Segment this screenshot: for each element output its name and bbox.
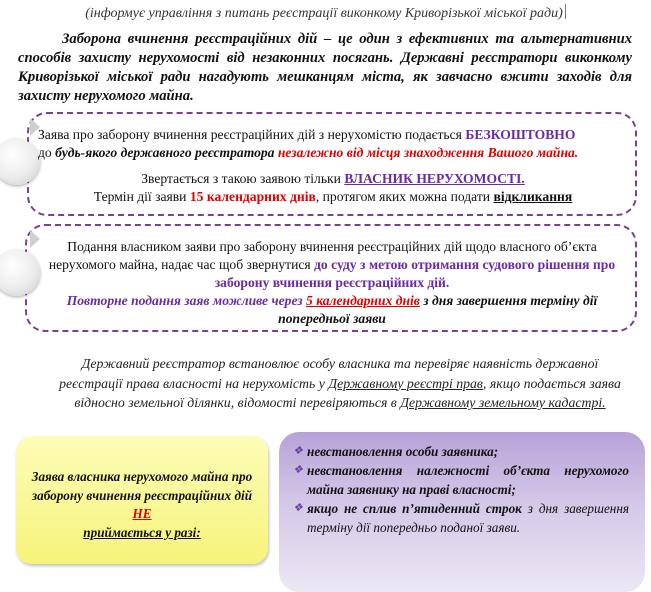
not-highlight: НЕ — [132, 506, 152, 521]
box2-paragraph1 — [48, 238, 616, 292]
refusal-conditions-title-box — [16, 436, 268, 564]
box1-text: Звертається з такою заявою тільки — [141, 171, 345, 186]
list-item-text: якщо не сплив п’ятиденний строк — [307, 501, 522, 516]
box1-text: до — [38, 145, 56, 160]
list-item-text-end: з дня завершення терміну дії попередньо поданої заяви. — [307, 501, 630, 535]
rights-registry-text: Державному реєстрі прав — [328, 375, 483, 391]
box1-text: Заява про заборону вчинення реєстраційних дій з нерухомістю подається — [38, 127, 466, 142]
text-cursor — [565, 4, 566, 19]
diamond-bullet-icon: ❖ — [293, 445, 303, 457]
box1-line3 — [38, 170, 628, 188]
land-cadastre-text: Державному земельному кадастрі. — [400, 395, 606, 410]
diamond-bullet-icon: ❖ — [293, 464, 303, 476]
refusal-title — [26, 468, 258, 542]
para2-text: Державний реєстратор встановлює особу власника та перевіряє наявність державної реєстрації права власності на нерухомість у — [59, 356, 599, 391]
box1-text: , протягом яких можна подати — [315, 189, 494, 204]
repeat-text: Повторне подання заяв можливе через — [66, 293, 306, 308]
box1-line2 — [38, 144, 628, 162]
list-item-text: невстановлення належності об’єкта нерухомого майна заявнику на праві власності; — [307, 463, 629, 497]
list-item-text: невстановлення особи заявника; — [307, 444, 499, 459]
location-highlight: незалежно від місця знаходження Вашого майна. — [274, 145, 579, 160]
box2-paragraph2 — [48, 292, 616, 328]
owner-highlight: ВЛАСНИК НЕРУХОМОСТІ. — [344, 171, 525, 186]
repeat-text-end: з дня завершення терміну дії попередньої заяви — [278, 293, 598, 326]
any-registrar-text: будь-якого державного реєстратора — [55, 145, 275, 160]
list-item — [293, 442, 629, 461]
list-item — [293, 499, 629, 537]
box1-line4 — [38, 188, 628, 206]
days-highlight: 15 календарних днів — [189, 189, 316, 204]
registrar-check-paragraph — [55, 354, 625, 413]
withdrawal-text: відкликання — [493, 189, 573, 204]
box2-text: Подання власником заяви про заборону вчинення реєстраційних дій щодо власного об’єкта нерухомого майна, надає час щоб звернутися — [48, 239, 597, 272]
para2-text: , якщо подається заява відносно земельної ділянки, відомості перевіряються в — [74, 375, 621, 410]
court-highlight: до суду з метою отримання судового рішення про заборону вчинення реєстраційних дій. — [214, 257, 616, 290]
refusal-conditions-list-box — [279, 432, 645, 592]
intro-paragraph: Заборона вчинення реєстраційних дій – це один з ефективних та альтернативних способів захисту нерухомості від незаконних посягань. Державні реєстратори виконкому Криворізької міської ради нагадують мешканцям міста, як завчасно вжити заходів для захисту нерухомого майна. — [18, 31, 632, 104]
box1-text: Термін дії заяви — [93, 189, 190, 204]
header-note — [0, 4, 651, 22]
box1-line1 — [38, 126, 628, 144]
five-days-highlight: 5 календарних днів — [306, 293, 420, 308]
refusal-title-text: Заява власника нерухомого майна про заборону вчинення реєстраційних дій — [31, 469, 253, 503]
refusal-title-end: приймається у разі: — [83, 524, 201, 540]
free-highlight: БЕЗКОШТОВНО — [465, 127, 576, 142]
diamond-bullet-icon: ❖ — [293, 502, 303, 514]
list-item — [293, 461, 629, 499]
refusal-conditions-list — [293, 442, 629, 537]
box-arrow-icon — [30, 230, 40, 248]
header-text: (інформує управління з питань реєстрації виконкому Криворізької міської ради) — [85, 6, 563, 21]
